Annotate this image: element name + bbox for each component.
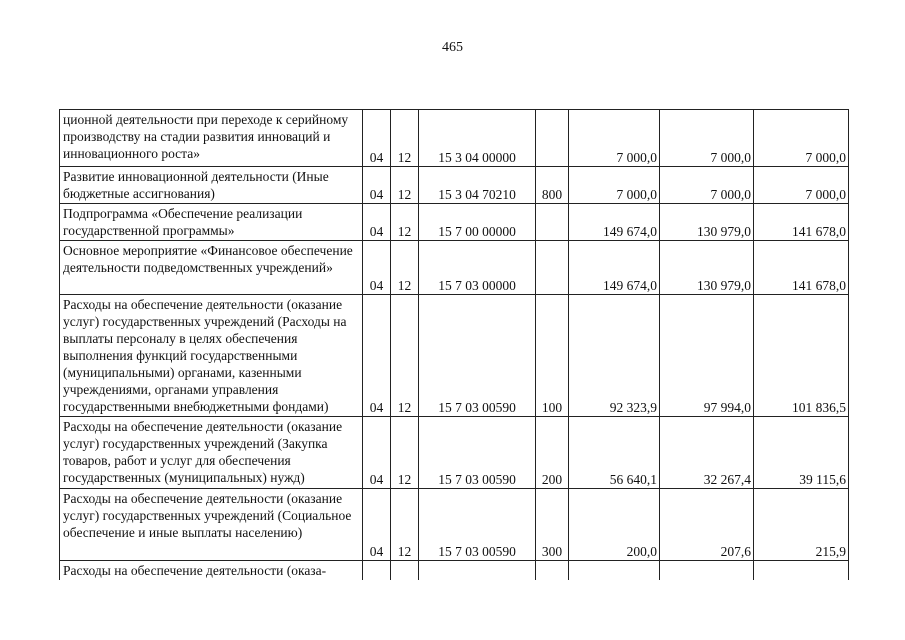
subsection-code-cell: 12	[391, 167, 419, 204]
subsection-code-cell: 12	[391, 110, 419, 167]
subsection-code-cell: 12	[391, 241, 419, 295]
expense-type-cell	[536, 204, 569, 241]
subsection-code-cell: 12	[391, 295, 419, 417]
item-name-cell: Развитие инновационной деятельности (Иные бюджетные ассигнования)	[60, 167, 363, 204]
amount-year1-cell: 7 000,0	[569, 167, 660, 204]
table-row	[60, 417, 849, 489]
target-article-cell: 15 7 03 00590	[419, 489, 536, 561]
amount-year3-cell: 141 678,0	[754, 204, 849, 241]
empty-cell	[363, 561, 391, 581]
target-article-cell: 15 7 03 00000	[419, 241, 536, 295]
amount-year2-cell: 97 994,0	[660, 295, 754, 417]
empty-cell	[569, 561, 660, 581]
table-row	[60, 295, 849, 417]
table-row	[60, 241, 849, 295]
budget-table	[59, 109, 849, 580]
table-row	[60, 204, 849, 241]
section-code-cell: 04	[363, 204, 391, 241]
table-row	[60, 489, 849, 561]
target-article-cell: 15 7 03 00590	[419, 417, 536, 489]
expense-type-cell: 300	[536, 489, 569, 561]
expense-type-cell: 100	[536, 295, 569, 417]
amount-year1-cell: 56 640,1	[569, 417, 660, 489]
item-name-cell: ционной деятельности при переходе к серийному производству на стадии развития инноваций и инновационного роста»	[60, 110, 363, 167]
target-article-cell: 15 7 00 00000	[419, 204, 536, 241]
subsection-code-cell: 12	[391, 489, 419, 561]
table-row	[60, 110, 849, 167]
section-code-cell: 04	[363, 167, 391, 204]
empty-cell	[536, 561, 569, 581]
empty-cell	[660, 561, 754, 581]
expense-type-cell: 800	[536, 167, 569, 204]
item-name-cell: Расходы на обеспечение деятельности (оказание услуг) государственных учреждений (Социальное обеспечение и иные выплаты населению)	[60, 489, 363, 561]
section-code-cell: 04	[363, 241, 391, 295]
target-article-cell: 15 3 04 70210	[419, 167, 536, 204]
expense-type-cell	[536, 241, 569, 295]
target-article-cell: 15 3 04 00000	[419, 110, 536, 167]
item-name-cell: Основное мероприятие «Финансовое обеспечение деятельности подведомственных учреждений»	[60, 241, 363, 295]
section-code-cell: 04	[363, 489, 391, 561]
amount-year3-cell: 215,9	[754, 489, 849, 561]
amount-year2-cell: 7 000,0	[660, 167, 754, 204]
section-code-cell: 04	[363, 417, 391, 489]
amount-year1-cell: 92 323,9	[569, 295, 660, 417]
empty-cell	[391, 561, 419, 581]
target-article-cell: 15 7 03 00590	[419, 295, 536, 417]
amount-year2-cell: 207,6	[660, 489, 754, 561]
table-row	[60, 561, 849, 581]
subsection-code-cell: 12	[391, 417, 419, 489]
amount-year3-cell: 7 000,0	[754, 167, 849, 204]
amount-year3-cell: 39 115,6	[754, 417, 849, 489]
amount-year3-cell: 101 836,5	[754, 295, 849, 417]
amount-year1-cell: 149 674,0	[569, 204, 660, 241]
amount-year1-cell: 149 674,0	[569, 241, 660, 295]
amount-year2-cell: 130 979,0	[660, 241, 754, 295]
amount-year2-cell: 32 267,4	[660, 417, 754, 489]
subsection-code-cell: 12	[391, 204, 419, 241]
item-name-cell: Подпрограмма «Обеспечение реализации государственной программы»	[60, 204, 363, 241]
amount-year3-cell: 141 678,0	[754, 241, 849, 295]
section-code-cell: 04	[363, 110, 391, 167]
amount-year2-cell: 7 000,0	[660, 110, 754, 167]
expense-type-cell	[536, 110, 569, 167]
item-name-cell: Расходы на обеспечение деятельности (оказание услуг) государственных учреждений (Расходы на выплаты персоналу в целях обеспечения выполнения функций государственными (муниципальными) органами, казенными учреждениями, органами управления государственными внебюджетными фондами)	[60, 295, 363, 417]
amount-year2-cell: 130 979,0	[660, 204, 754, 241]
empty-cell	[419, 561, 536, 581]
table-row	[60, 167, 849, 204]
page-number: 465	[442, 40, 463, 55]
item-name-cell: Расходы на обеспечение деятельности (оказание услуг) государственных учреждений (Закупка товаров, работ и услуг для обеспечения государственных (муниципальных) нужд)	[60, 417, 363, 489]
amount-year1-cell: 200,0	[569, 489, 660, 561]
item-name-cell: Расходы на обеспечение деятельности (оказа-	[60, 561, 363, 581]
empty-cell	[754, 561, 849, 581]
amount-year1-cell: 7 000,0	[569, 110, 660, 167]
section-code-cell: 04	[363, 295, 391, 417]
amount-year3-cell: 7 000,0	[754, 110, 849, 167]
expense-type-cell: 200	[536, 417, 569, 489]
